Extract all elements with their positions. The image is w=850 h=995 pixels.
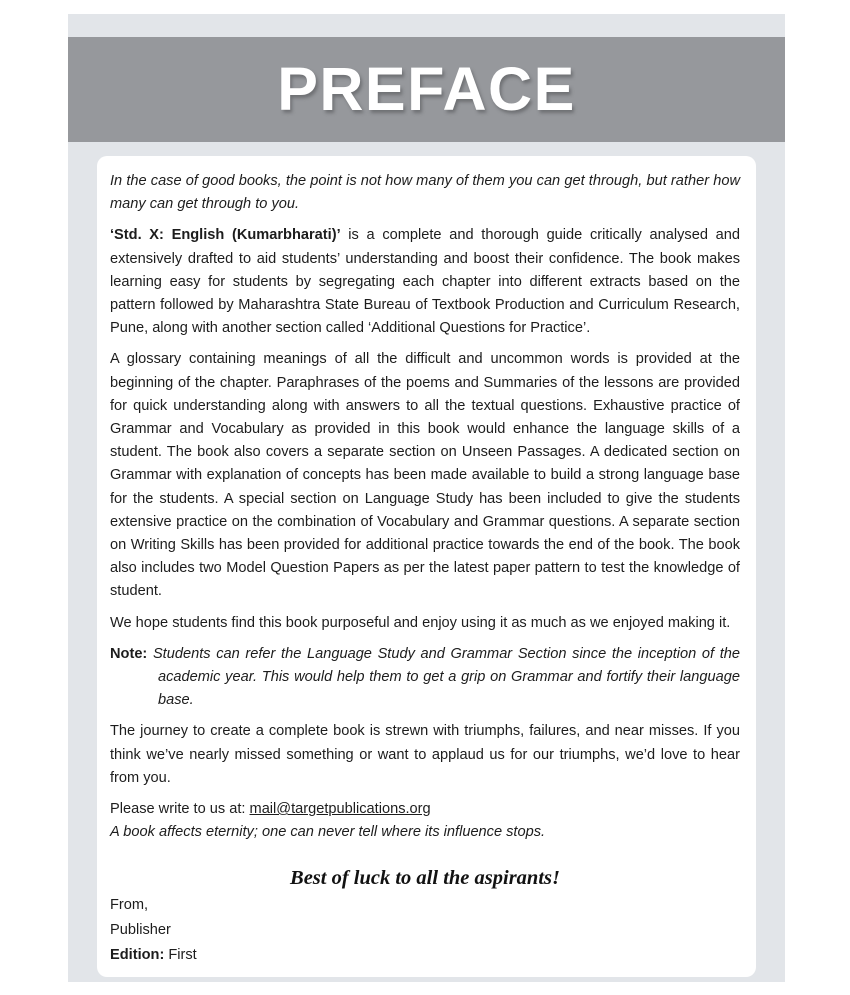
- preface-content-card: [97, 156, 756, 977]
- publisher-line: Publisher: [110, 922, 171, 939]
- note-label: Note:: [110, 645, 148, 662]
- note-body: Students can refer the Language Study and Grammar Section since the inception of the academic year. This would help them to get a grip on Grammar and fortify their language base.: [147, 645, 740, 709]
- preface-page: [68, 14, 785, 982]
- edition-label: Edition:: [110, 947, 165, 964]
- best-of-luck-line: Best of luck to all the aspirants!: [290, 867, 560, 890]
- epigraph-paragraph: In the case of good books, the point is not how many of them you can get through, but rather how many can get through to you.: [110, 173, 740, 213]
- page-title: PREFACE: [277, 55, 576, 123]
- intro-rest: is a complete and thorough guide critically analysed and extensively drafted to aid students’ understanding and boost their confidence. The book makes learning easy for students by segregating each chapter into different extracts based on the pattern followed by Maharashtra State Bureau of Textbook Production and Curriculum Research, Pune, along with another section called ‘Additional Questions for Practice’.: [110, 227, 740, 337]
- eternity-quote: A book affects eternity; one can never tell where its influence stops.: [110, 824, 546, 841]
- note-paragraph: [110, 643, 740, 713]
- from-line: From,: [110, 897, 149, 914]
- hope-paragraph: We hope students find this book purposeful and enjoy using it as much as we enjoyed making it.: [110, 614, 731, 631]
- contact-line: [110, 798, 740, 821]
- intro-paragraph: [110, 224, 740, 340]
- edition-line: [110, 943, 740, 968]
- contact-email-link[interactable]: mail@targetpublications.org: [249, 801, 431, 818]
- edition-value: First: [164, 947, 197, 964]
- preface-banner: [68, 37, 785, 142]
- glossary-paragraph: A glossary containing meanings of all the difficult and uncommon words is provided at the beginning of the chapter. Paraphrases of the poems and Summaries of the lessons are provided for quick understanding along with answers to all the textual questions. Exhaustive practice of Grammar and Vocabulary as provided in this book would enhance the language skills of a student. The book also covers a separate section on Unseen Passages. A dedicated section on Grammar with explanation of concepts has been made available to build a strong language base for the students. A special section on Language Study has been included to give the students extensive practice on the combination of Vocabulary and Grammar questions. A separate section on Writing Skills has been provided for additional practice towards the end of the book. The book also includes two Model Question Papers as per the latest paper pattern to test the knowledge of student.: [110, 351, 740, 600]
- intro-bold-lead: ‘Std. X: English (Kumarbharati)’: [110, 227, 341, 244]
- contact-prefix: Please write to us at:: [110, 801, 250, 818]
- journey-paragraph: The journey to create a complete book is strewn with triumphs, failures, and near misses. If you think we’ve nearly missed something or want to applaud us for our triumphs, we’d love to hear from you.: [110, 723, 740, 786]
- signoff-block: [110, 893, 740, 968]
